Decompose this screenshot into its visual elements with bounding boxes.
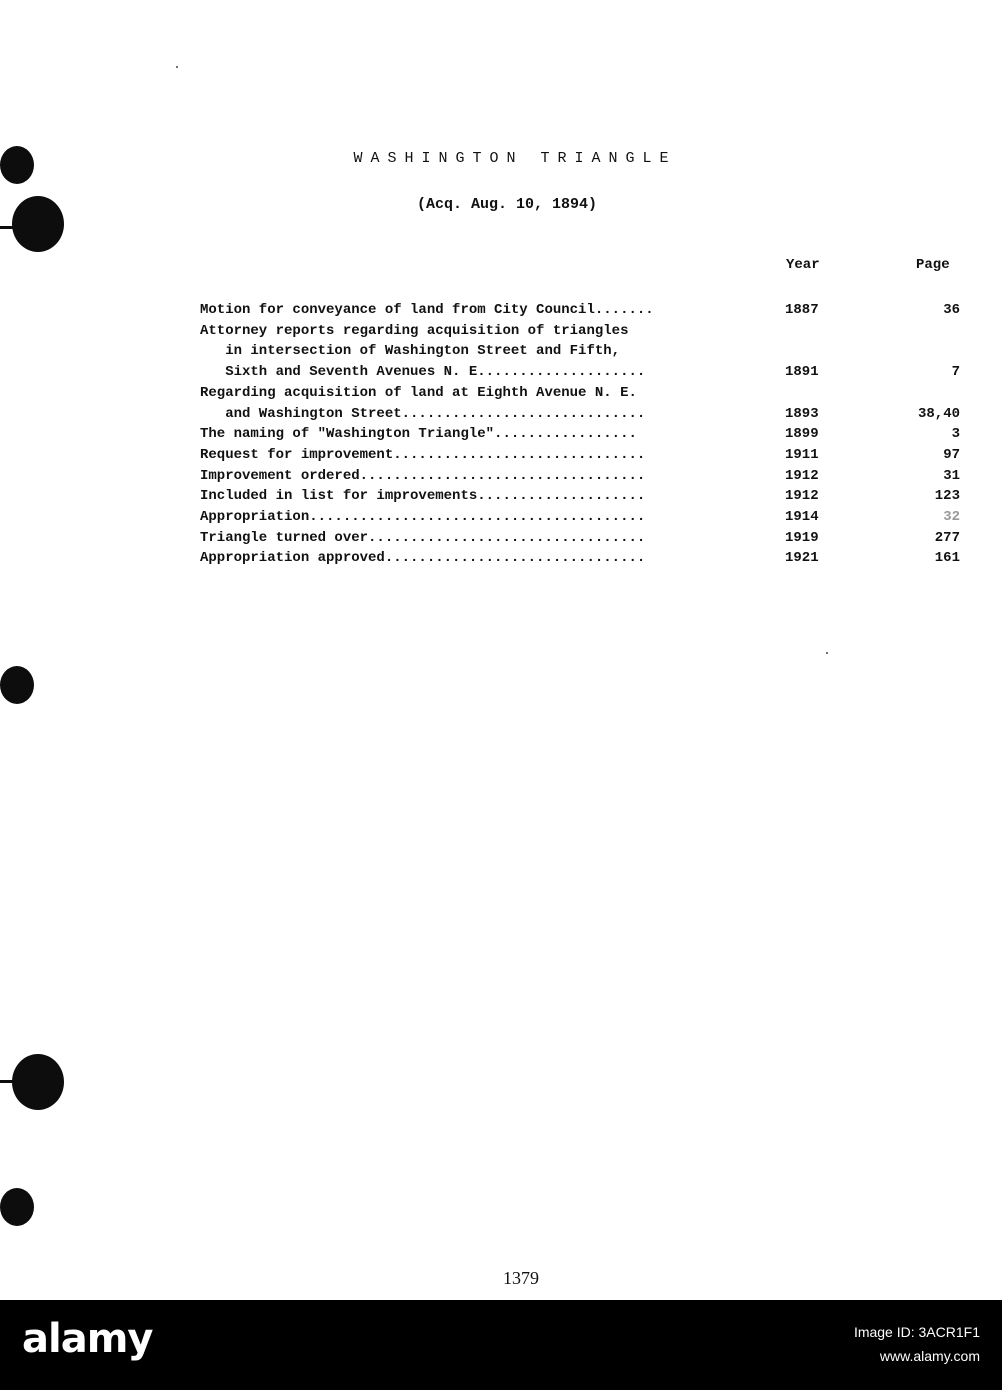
entry-page: 97 xyxy=(943,446,960,463)
entry-page: 31 xyxy=(943,467,960,484)
entry-page: 277 xyxy=(934,529,960,546)
table-row xyxy=(200,341,960,361)
site-url: www.alamy.com xyxy=(879,1348,980,1364)
entry-page: 7 xyxy=(951,364,960,381)
table-row xyxy=(200,528,960,548)
entry-year: 1921 xyxy=(785,550,819,567)
speck xyxy=(176,66,178,68)
entry-description: The naming of "Washington Triangle"................. xyxy=(200,426,637,443)
entry-description: Attorney reports regarding acquisition of triangles xyxy=(200,322,629,339)
entry-description: Appropriation........................................ xyxy=(200,509,646,525)
table-row xyxy=(200,507,960,527)
binder-hole-5 xyxy=(0,1188,34,1226)
watermark-footer xyxy=(0,1300,1002,1390)
entry-description: and Washington Street............................. xyxy=(200,405,646,422)
page-column-header: Page xyxy=(916,257,950,273)
table-row xyxy=(200,383,960,403)
table-row xyxy=(200,445,960,465)
entry-description: Triangle turned over................................. xyxy=(200,529,646,546)
entry-description: Motion for conveyance of land from City Council....... xyxy=(200,302,654,318)
table-row xyxy=(200,300,960,320)
entry-description: in intersection of Washington Street and Fifth, xyxy=(200,343,621,360)
table-row xyxy=(200,424,960,444)
footer-info xyxy=(854,1320,980,1368)
entry-page: 36 xyxy=(943,302,960,318)
entry-page: 32 xyxy=(943,509,960,525)
alamy-logo: alamy xyxy=(22,1316,153,1362)
entry-description: Regarding acquisition of land at Eighth Avenue N. E. xyxy=(200,384,637,401)
entry-year: 1893 xyxy=(785,405,819,422)
entry-description: Included in list for improvements.................... xyxy=(200,488,646,505)
binder-hole-3 xyxy=(0,666,34,704)
entry-year: 1912 xyxy=(785,467,819,484)
entry-year: 1887 xyxy=(785,302,819,318)
acquisition-date: (Acq. Aug. 10, 1894) xyxy=(416,196,598,213)
table-row xyxy=(200,404,960,424)
document-title: WASHINGTON TRIANGLE xyxy=(353,150,677,167)
binder-hole-tab-4 xyxy=(0,1080,20,1083)
entry-page: 123 xyxy=(934,488,960,505)
entry-description: Request for improvement.............................. xyxy=(200,446,646,463)
entry-description: Sixth and Seventh Avenues N. E.................... xyxy=(200,364,646,381)
entry-year: 1912 xyxy=(785,488,819,505)
entry-page: 161 xyxy=(934,550,960,567)
table-row xyxy=(200,321,960,341)
entry-page: 3 xyxy=(951,426,960,443)
year-column-header: Year xyxy=(786,257,820,273)
table-row xyxy=(200,362,960,382)
image-id: Image ID: 3ACR1F1 xyxy=(853,1324,980,1340)
table-row xyxy=(200,486,960,506)
entry-description: Appropriation approved............................... xyxy=(200,550,646,567)
entry-description: Improvement ordered.................................. xyxy=(200,467,646,484)
entry-year: 1911 xyxy=(785,446,819,463)
speck xyxy=(826,652,828,654)
entry-year: 1919 xyxy=(785,529,819,546)
entry-year: 1891 xyxy=(785,364,819,381)
table-row xyxy=(200,466,960,486)
page-number: 1379 xyxy=(503,1268,539,1288)
entry-year: 1914 xyxy=(785,509,819,525)
table-row xyxy=(200,548,960,568)
entry-page: 38,40 xyxy=(917,405,960,422)
entry-year: 1899 xyxy=(785,426,819,443)
binder-hole-tab-2 xyxy=(0,226,20,229)
